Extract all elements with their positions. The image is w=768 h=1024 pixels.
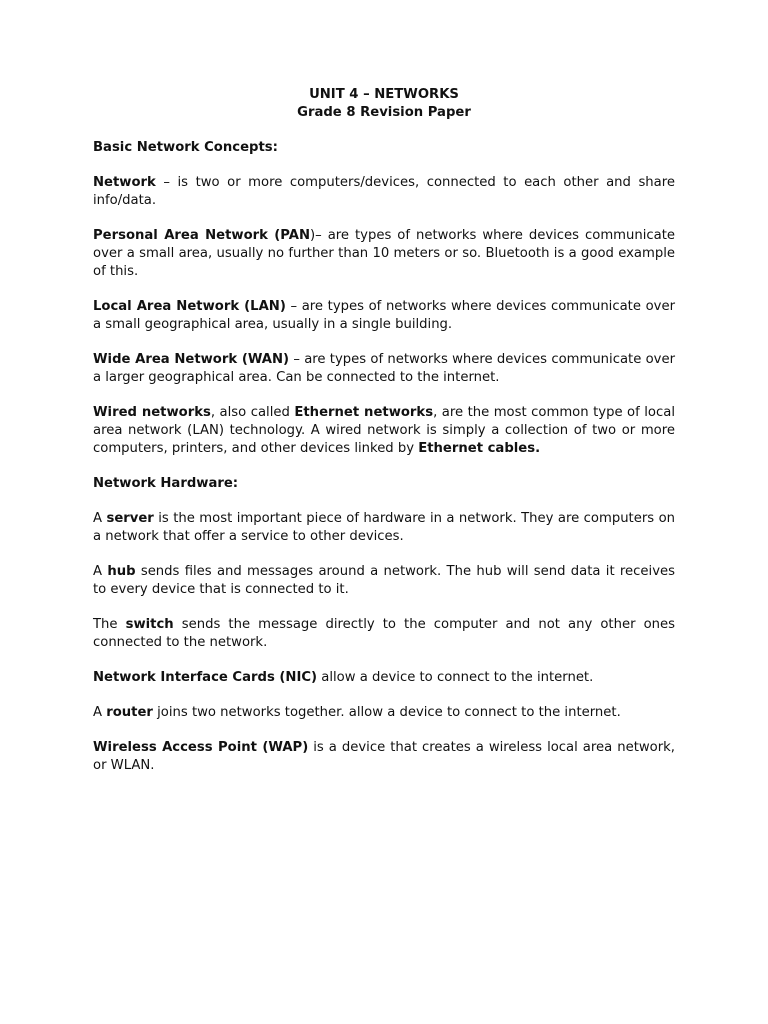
document-title [93,86,675,122]
wired-text-2: , are the most common type of local area network (LAN) technology. A wired network is simply a collection of two or more computers, printers, and other devices linked by [93,405,675,456]
title-line-2: Grade 8 Revision Paper [297,105,471,120]
term-router: router [106,705,153,720]
definition-lan: – are types of networks where devices communicate over a small geographical area, usually in a single building. [93,299,675,332]
term-switch: switch [125,617,174,632]
title-line-1: UNIT 4 – NETWORKS [309,87,459,102]
paragraph-network [93,174,675,210]
term-ethernet-cables: Ethernet cables. [418,441,541,456]
definition-wan: – are types of networks where devices communicate over a larger geographical area. Can be connected to the internet. [93,352,675,385]
paragraph-nic [93,669,675,687]
term-lan: Local Area Network (LAN) [93,299,286,314]
term-server: server [106,511,154,526]
paragraph-lan [93,298,675,334]
document-page [93,86,675,792]
term-network: Network [93,175,156,190]
paragraph-wap [93,739,675,775]
hub-pre: A [93,564,108,579]
section-heading-basic-concepts: Basic Network Concepts: [93,140,278,155]
paragraph-router [93,704,675,722]
term-hub: hub [107,564,136,579]
definition-pan: )– are types of networks where devices communicate over a small area, usually no further than 10 meters or so. Bluetooth is a good example of this. [93,228,676,279]
term-wired-networks: Wired networks [93,405,211,420]
definition-server: is the most important piece of hardware in a network. They are computers on a network that offer a service to other devices. [93,511,675,544]
section-heading-hardware: Network Hardware: [93,476,239,491]
paragraph-wan [93,351,675,387]
wired-text-1: , also called [210,405,295,420]
paragraph-switch [93,616,675,652]
definition-wap: is a device that creates a wireless local area network, or WLAN. [93,740,675,773]
definition-network: – is two or more computers/devices, connected to each other and share info/data. [93,175,675,208]
definition-nic: allow a device to connect to the internet. [317,670,594,685]
term-wan: Wide Area Network (WAN) [93,352,290,367]
paragraph-pan [93,227,675,281]
router-pre: A [93,705,107,720]
definition-switch: sends the message directly to the computer and not any other ones connected to the network. [93,617,675,650]
term-pan: Personal Area Network (PAN [93,228,311,243]
definition-hub: sends files and messages around a network. The hub will send data it receives to every device that is connected to it. [93,564,675,597]
term-wap: Wireless Access Point (WAP) [93,740,309,755]
server-pre: A [93,511,107,526]
paragraph-hub [93,563,675,599]
term-ethernet-networks: Ethernet networks [294,405,434,420]
switch-pre: The [93,617,126,632]
term-nic: Network Interface Cards (NIC) [93,670,318,685]
paragraph-wired [93,404,675,458]
paragraph-server [93,510,675,546]
definition-router: joins two networks together. allow a device to connect to the internet. [152,705,621,720]
